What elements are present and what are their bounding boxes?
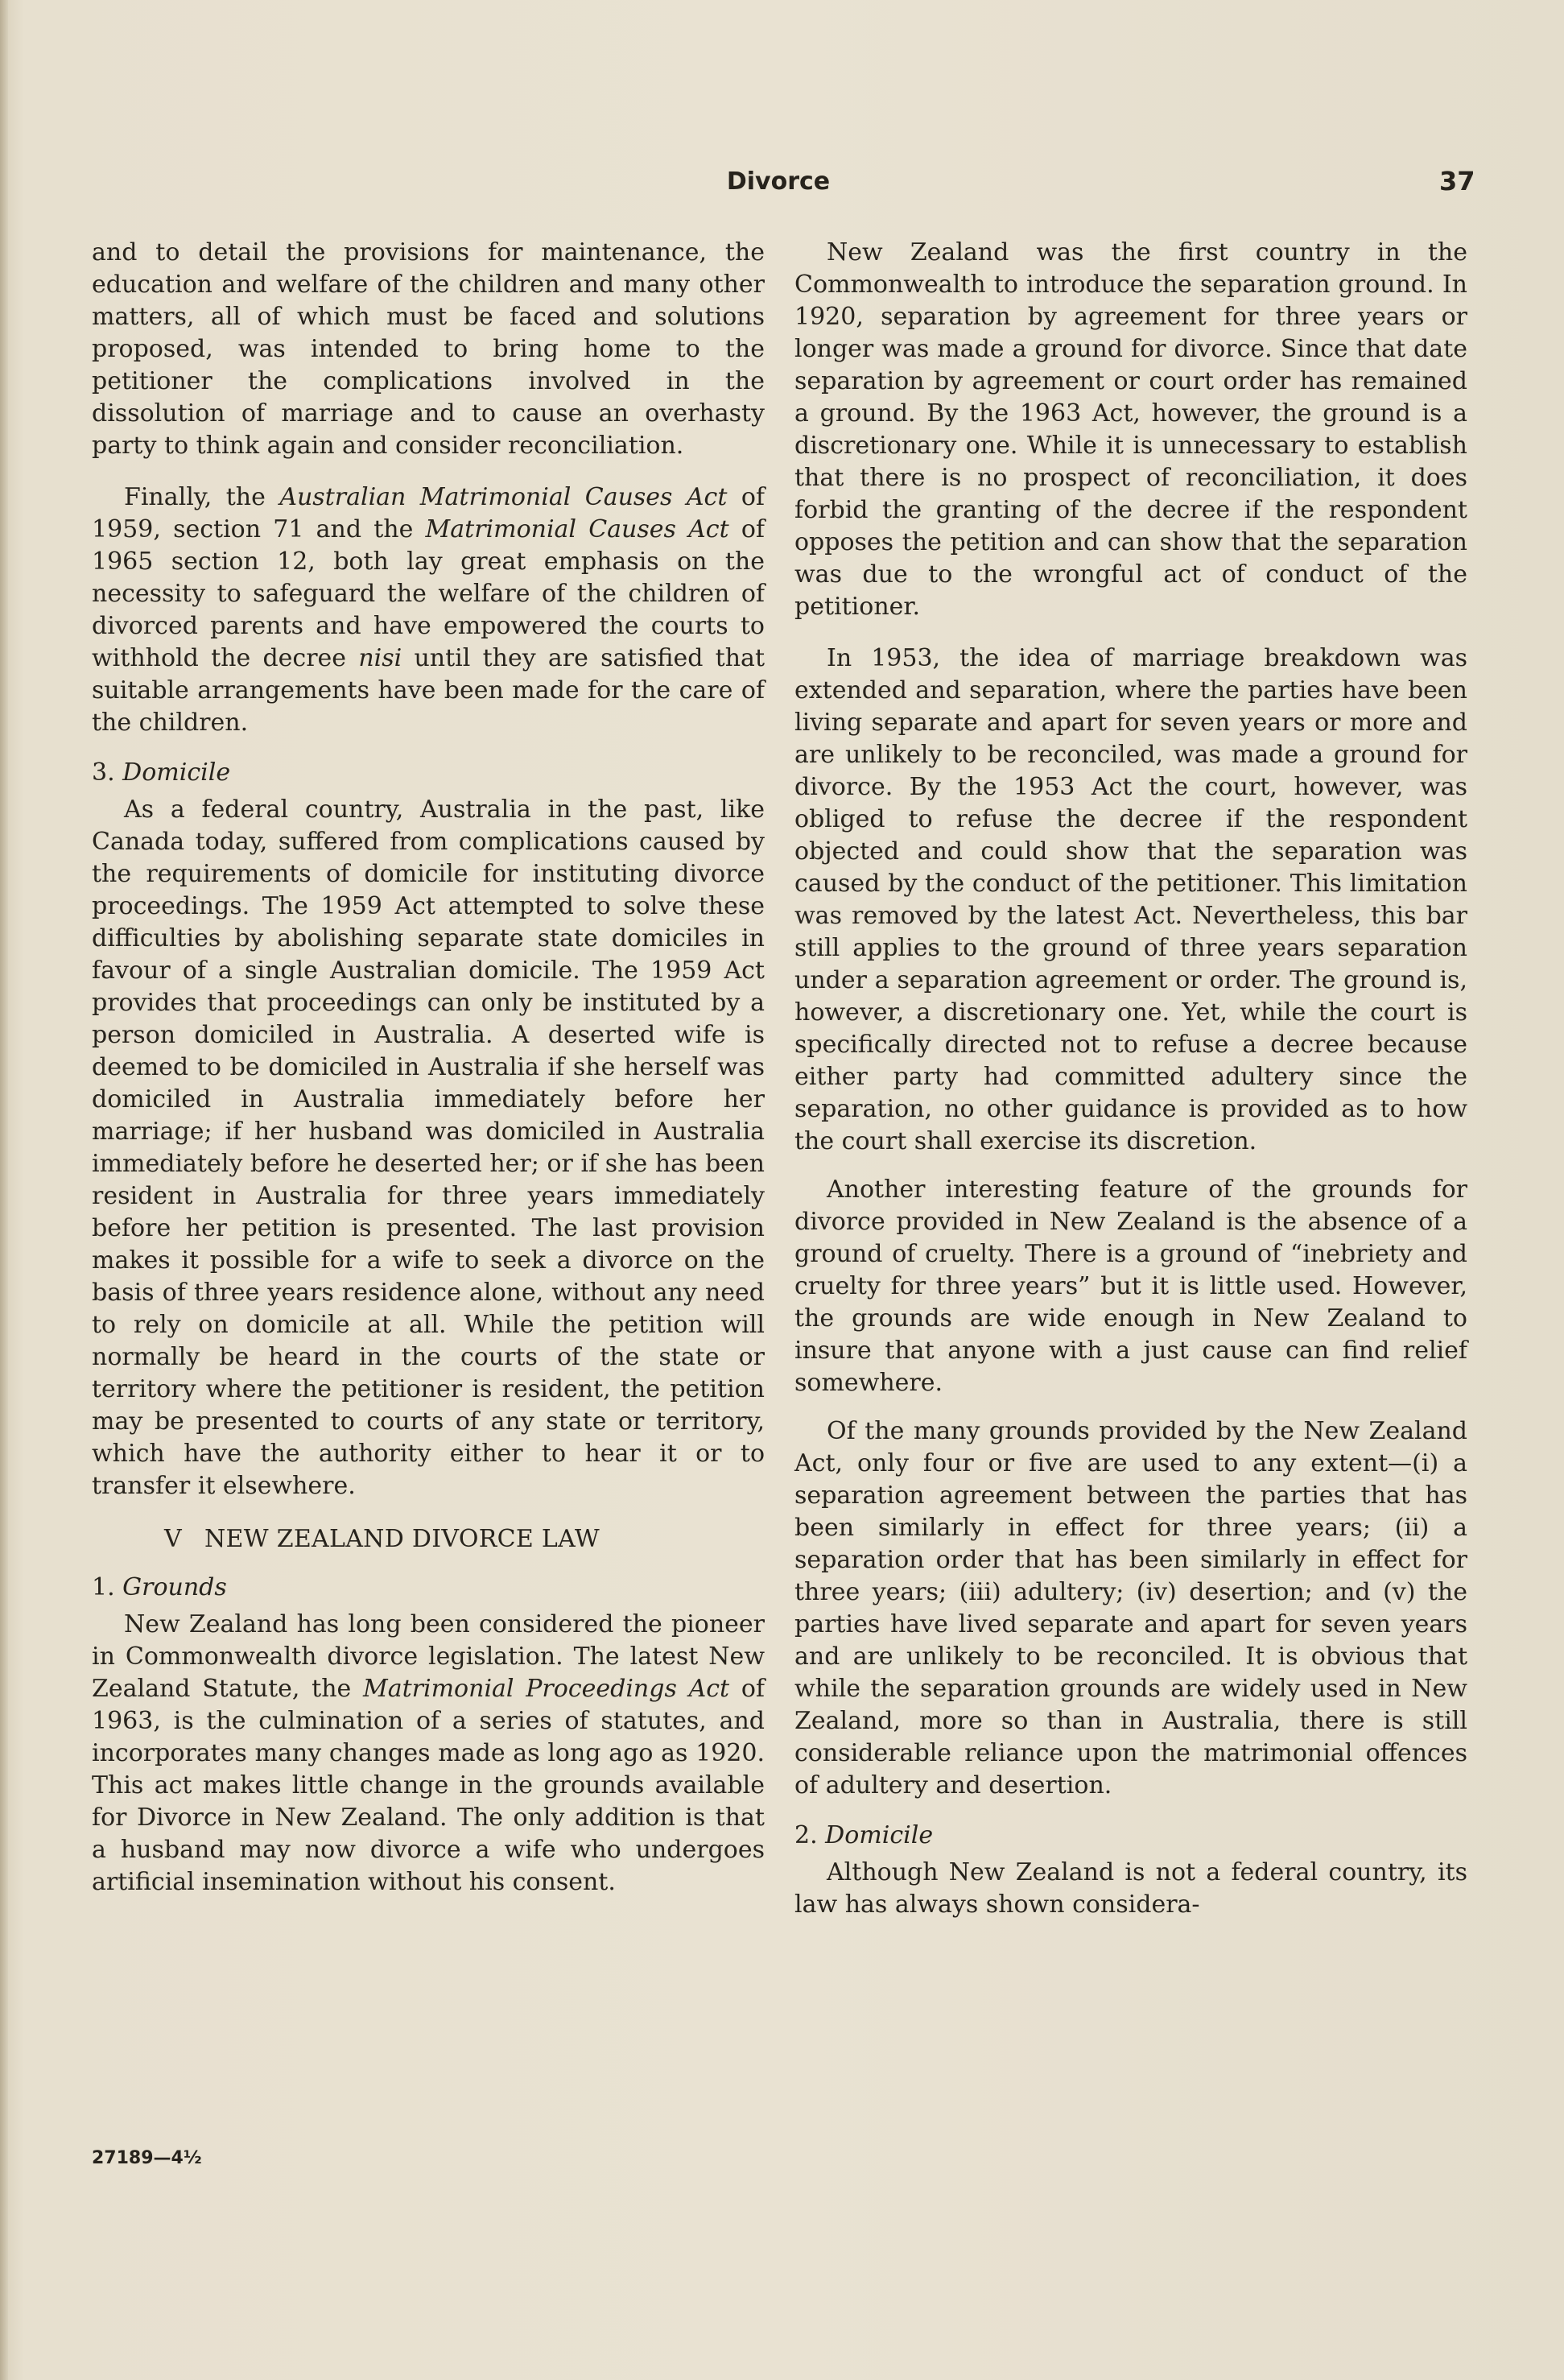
left-column [92, 237, 765, 1899]
right-column [794, 237, 1467, 1921]
paragraph: Of the many grounds provided by the New Zealand Act, only four or five are used to any extent—(i) a separation agreement between the parties that has been similarly in effect for three years; (ii) a separation order that has been similarly in effect for three years; (iii) adultery; (iv) desertion; and (v) the parties have lived separate and apart for seven years and are unlikely to be reconciled. It is obvious that while the separation grounds are widely used in New Zealand, more so than in Australia, there is still considerable reliance upon the matrimonial offences of adultery and desertion. [794, 1417, 1467, 1799]
page-number: 37 [1439, 166, 1475, 196]
paragraph: In 1953, the idea of marriage breakdown was extended and separation, where the parties have been living separate and apart for seven years or more and are unlikely to be reconciled, was made a ground for divorce. By the 1953 Act the court, however, was obliged to refuse the decree if the respondent objected and could show that the separation was caused by the conduct of the petitioner. This limitation was removed by the latest Act. Nevertheless, this bar still applies to the ground of three years separation under a separation agreement or order. The ground is, however, a discretionary one. Yet, while the court is specifically directed not to refuse a decree because either party had committed adultery since the separation, no other guidance is provided as to how the court shall exercise its discretion. [794, 644, 1467, 1155]
paragraph: New Zealand has long been considered the pioneer in Commonwealth divorce legislation. The latest New Zealand Statute, the Matrimonial Proceedings Act of 1963, is the culmination of a series of statutes, and incorporates many changes made as long ago as 1920. This act makes little change in the grounds available for Divorce in New Zealand. The only addition is that a husband may now divorce a wife who undergoes artificial insemination without his consent. [92, 1610, 765, 1896]
subsection-heading: 3. Domicile [92, 758, 231, 787]
printer-code: 27189—4½ [92, 2148, 202, 2168]
subsection-heading: 1. Grounds [92, 1573, 227, 1601]
paragraph: Although New Zealand is not a federal country, its law has always shown considera- [794, 1858, 1467, 1919]
section-heading: V NEW ZEALAND DIVORCE LAW [164, 1525, 600, 1553]
paragraph: Finally, the Australian Matrimonial Causes Act of 1959, section 71 and the Matrimonial Causes Act of 1965 section 12, both lay great emphasis on the necessity to safeguard the welfare of the children of divorced parents and have empowered the courts to withhold the decree nisi until they are satisfied that suitable arrangements have been made for the care of the children. [92, 483, 765, 737]
paragraph: and to detail the provisions for maintenance, the education and welfare of the children and many other matters, all of which must be faced and solutions proposed, was intended to bring home to the petitioner the complications involved in the dissolution of marriage and to cause an overhasty party to think again and consider reconciliation. [92, 238, 765, 460]
paragraph: As a federal country, Australia in the past, like Canada today, suffered from complications caused by the requirements of domicile for instituting divorce proceedings. The 1959 Act attempted to solve these difficulties by abolishing separate state domiciles in favour of a single Australian domicile. The 1959 Act provides that proceedings can only be instituted by a person domiciled in Australia. A deserted wife is deemed to be domiciled in Australia if she herself was domiciled in Australia immediately before her marriage; if her husband was domiciled in Australia immediately before he deserted her; or if she has been resident in Australia for three years immediately before her petition is presented. The last provision makes it possible for a wife to seek a divorce on the basis of three years residence alone, without any need to rely on domicile at all. While the petition will normally be heard in the courts of the state or territory where the petitioner is resident, the petition may be presented to courts of any state or territory, which have the authority either to hear it or to transfer it elsewhere. [92, 795, 765, 1500]
subsection-heading: 2. Domicile [794, 1821, 934, 1849]
paragraph: New Zealand was the first country in the Commonwealth to introduce the separation ground. In 1920, separation by agreement for three years or longer was made a ground for divorce. Since that date separation by agreement or court order has remained a ground. By the 1963 Act, however, the ground is a discretionary one. While it is unnecessary to establish that there is no prospect of reconciliation, it does forbid the granting of the decree if the respondent opposes the petition and can show that the separation was due to the wrongful act of conduct of the petitioner. [794, 238, 1467, 621]
page-edge [0, 0, 8, 2380]
paragraph: Another interesting feature of the grounds for divorce provided in New Zealand is the absence of a ground of cruelty. There is a ground of “inebriety and cruelty for three years” but it is little used. However, the grounds are wide enough in New Zealand to insure that anyone with a just cause can find relief somewhere. [794, 1176, 1467, 1397]
running-header-title: Divorce [726, 167, 831, 196]
